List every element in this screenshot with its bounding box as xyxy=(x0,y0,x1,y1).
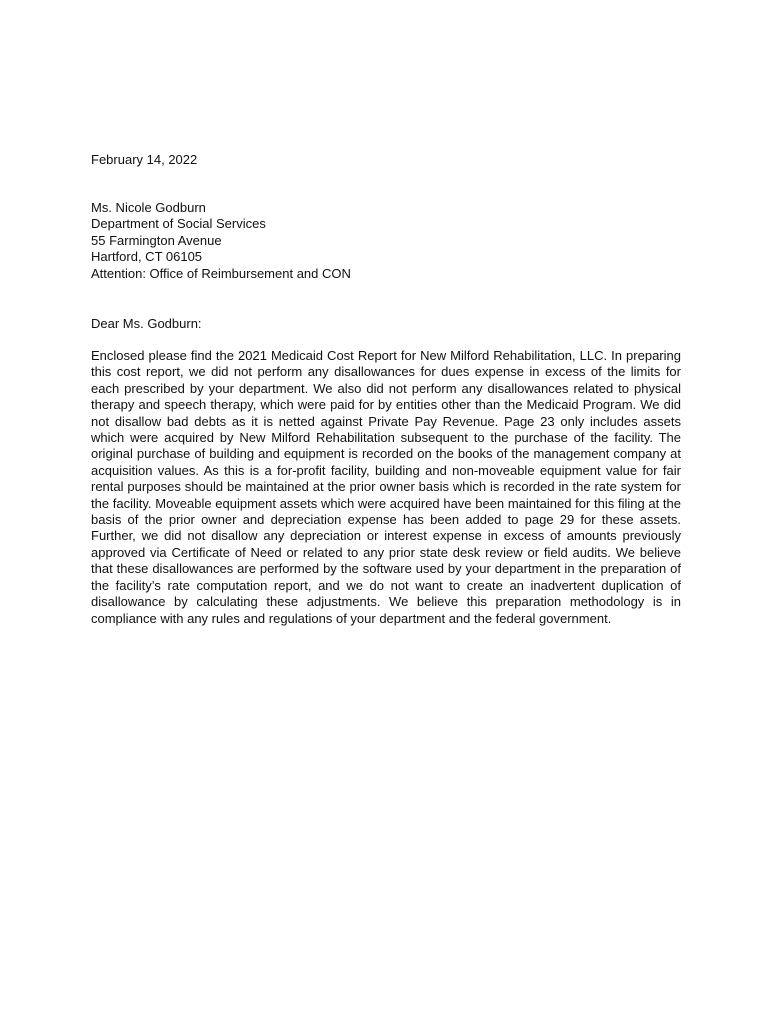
recipient-address-block xyxy=(91,200,351,282)
recipient-city-state-zip: Hartford, CT 06105 xyxy=(91,249,203,265)
recipient-name: Ms. Nicole Godburn xyxy=(91,200,206,215)
recipient-street: 55 Farmington Avenue xyxy=(91,232,222,248)
recipient-department: Department of Social Services xyxy=(91,216,266,232)
recipient-attention: Attention: Office of Reimbursement and CON xyxy=(91,265,351,281)
letter-salutation: Dear Ms. Godburn: xyxy=(91,316,202,331)
letter-body-paragraph: Enclosed please find the 2021 Medicaid Cost Report for New Milford Rehabilitation, LLC. In preparing this cost report, we did not perform any disallowances for dues expense in excess of the limits for each prescribed by your department. We also did not perform any disallowances related to physical therapy and speech therapy, which were paid for by entities other than the Medicaid Program. We did not disallow bad debts as it is netted against Private Pay Revenue. Page 23 only includes assets which were acquired by New Milford Rehabilitation subsequent to the purchase of the facility. The original purchase of building and equipment is recorded on the books of the management company at acquisition values. As this is a for-profit facility, building and non-moveable equipment value for fair rental purposes should be maintained at the prior owner basis which is recorded in the rate system for the facility. Moveable equipment assets which were acquired have been maintained for this filing at the basis of the prior owner and depreciation expense has been added to page 29 for these assets. Further, we did not disallow any depreciation or interest expense in excess of amounts previously approved via Certificate of Need or related to any prior state desk review or field audits. We believe that these disallowances are performed by the software used by your department in the preparation of the facility’s rate computation report, and we do not want to create an inadvertent duplication of disallowance by calculating these adjustments. We believe this preparation methodology is in compliance with any rules and regulations of your department and the federal government. xyxy=(91,348,681,626)
letter-date: February 14, 2022 xyxy=(91,152,198,167)
